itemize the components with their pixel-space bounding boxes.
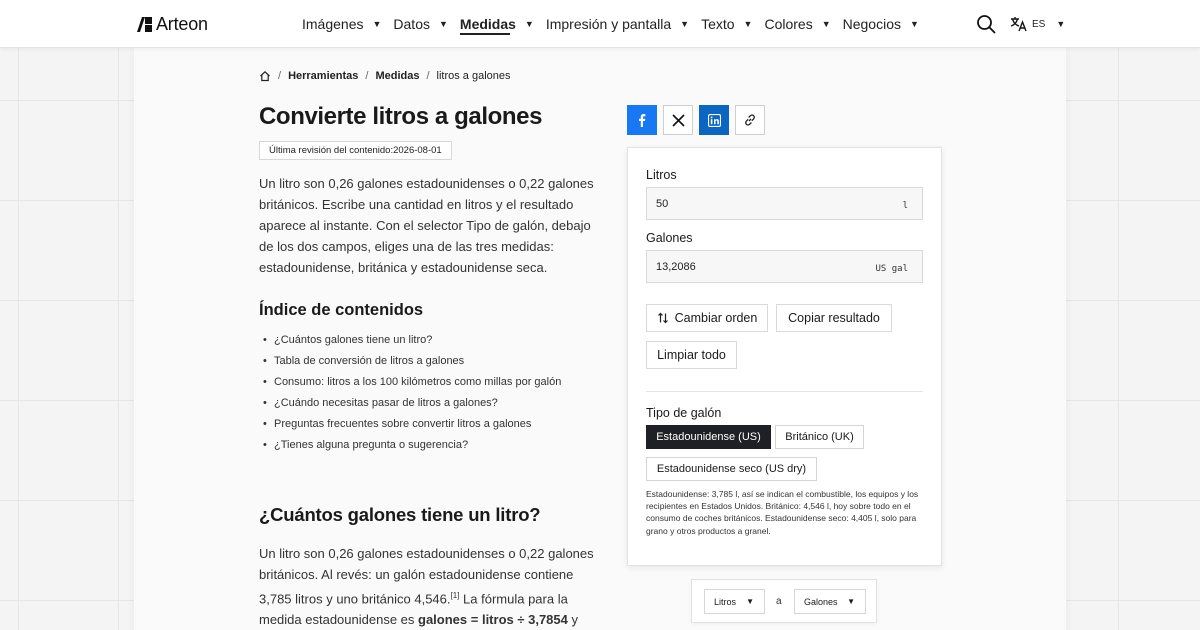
page-title: Convierte litros a galones	[259, 103, 543, 130]
clear-all-button[interactable]	[646, 341, 737, 369]
nav-item-texto[interactable]	[701, 0, 752, 48]
divider	[646, 391, 923, 392]
gallons-field	[646, 250, 923, 283]
section-text: La fórmula para la medida estadounidense es	[259, 591, 568, 628]
toc-item[interactable]: • ¿Cuántos galones tiene un litro?	[263, 330, 561, 351]
caret-down-icon: ▼	[1056, 19, 1066, 29]
swap-order-button[interactable]	[646, 304, 768, 332]
share-buttons	[627, 105, 765, 135]
nav-label: Texto	[701, 16, 735, 32]
logo-mark-icon	[137, 17, 152, 32]
unit-selector-strip	[691, 579, 877, 623]
nav-item-imagenes[interactable]	[302, 0, 381, 48]
toc-item[interactable]: • ¿Tienes alguna pregunta o sugerencia?	[263, 435, 561, 456]
logo[interactable]	[137, 14, 208, 34]
gallon-option-uk[interactable]: Británico (UK)	[775, 425, 864, 449]
toc-item[interactable]: • Tabla de conversión de litros a galones	[263, 351, 561, 372]
nav-label: Impresión y pantalla	[545, 16, 672, 32]
caret-down-icon: ▼	[680, 19, 690, 29]
toc-item[interactable]: • Consumo: litros a los 100 kilómetros como millas por galón	[263, 372, 561, 393]
section-text: Un litro son 0,26 galones estadounidenses o 0,22 galones británicos. Al revés: un galón estadounidense contiene 3,785 litros y uno británico 4,546.	[259, 546, 594, 607]
liters-unit: l	[902, 201, 908, 211]
caret-down-icon: ▼	[438, 19, 448, 29]
caret-down-icon: ▼	[847, 597, 855, 606]
gallon-type-label: Tipo de galón	[646, 406, 722, 420]
main-nav	[302, 0, 931, 48]
to-unit-select[interactable]	[794, 589, 866, 614]
language-selector[interactable]	[1010, 14, 1065, 34]
nav-item-medidas[interactable]	[460, 0, 534, 48]
breadcrumb-medidas[interactable]: Medidas	[375, 70, 420, 82]
home-icon[interactable]	[259, 70, 271, 82]
gallon-type-note: Estadounidense: 3,785 l, así se indican el combustible, los equipos y los recipientes en Estados Unidos. Británico: 4,546 l, hoy sobre todo en el consumo de coches británicos. Estadounidense seco: 4,405 l, solo para grano y otros productos a granel.	[646, 489, 919, 536]
nav-label: Imágenes	[302, 16, 364, 32]
x-icon	[672, 114, 685, 127]
facebook-icon	[635, 113, 649, 127]
liters-label: Litros	[646, 168, 677, 182]
caret-down-icon: ▼	[910, 19, 919, 29]
copy-result-button[interactable]	[776, 304, 892, 332]
from-unit-select[interactable]	[704, 589, 765, 614]
search-icon[interactable]	[976, 14, 996, 34]
liters-field	[646, 187, 923, 220]
section-heading: ¿Cuántos galones tiene un litro?	[259, 504, 541, 525]
caret-down-icon: ▼	[524, 19, 534, 29]
breadcrumb-separator: /	[278, 70, 282, 82]
swap-order-label: Cambiar orden	[674, 311, 758, 325]
nav-label: Colores	[764, 16, 813, 32]
link-icon	[743, 113, 757, 127]
liters-input[interactable]	[656, 188, 846, 219]
nav-label: Medidas	[459, 16, 516, 32]
caret-down-icon: ▼	[821, 19, 831, 29]
swap-icon	[657, 312, 669, 324]
clear-all-label: Limpiar todo	[657, 348, 726, 362]
unit-joiner: a	[776, 596, 782, 607]
breadcrumb-herramientas[interactable]: Herramientas	[288, 70, 359, 82]
gallon-option-us[interactable]: Estadounidense (US)	[646, 425, 771, 449]
revision-badge: Última revisión del contenido:2026-08-01	[259, 141, 452, 160]
gallons-label: Galones	[646, 231, 693, 245]
gallons-input[interactable]	[656, 251, 846, 282]
nav-label: Datos	[393, 16, 430, 32]
breadcrumb-separator: /	[365, 70, 369, 82]
from-unit-value: Litros	[714, 596, 737, 607]
translate-icon	[1010, 16, 1027, 32]
logo-text: Arteon	[156, 13, 208, 34]
formula: galones = litros ÷ 3,7854	[418, 612, 568, 628]
breadcrumb-separator: /	[426, 70, 430, 82]
linkedin-icon	[708, 114, 721, 127]
nav-item-impresion[interactable]	[546, 0, 689, 48]
nav-item-colores[interactable]	[764, 0, 830, 48]
share-facebook-button[interactable]	[627, 105, 657, 135]
section-text: y	[567, 612, 578, 628]
intro-paragraph: Un litro son 0,26 galones estadounidenses o 0,22 galones británicos. Escribe una cantidad en litros y el resultado aparece al instante. Con el selector Tipo de galón, debajo de los dos campos, eliges una de las tres medidas: estadounidense, británica y estadounidense seca.	[259, 176, 594, 275]
nav-item-datos[interactable]	[393, 0, 448, 48]
breadcrumb	[259, 68, 511, 84]
language-code: ES	[1032, 18, 1046, 30]
nav-label: Negocios	[842, 16, 901, 32]
toc-item[interactable]: • Preguntas frecuentes sobre convertir litros a galones	[263, 414, 561, 435]
gallon-option-us-dry[interactable]: Estadounidense seco (US dry)	[646, 457, 817, 481]
gallons-unit: US gal	[875, 264, 908, 274]
converter-panel	[627, 147, 942, 566]
toc-title: Índice de contenidos	[259, 301, 424, 319]
nav-item-negocios[interactable]	[843, 0, 919, 48]
share-x-button[interactable]	[663, 105, 693, 135]
to-unit-value: Galones	[804, 596, 838, 607]
share-linkedin-button[interactable]	[699, 105, 729, 135]
section-paragraph	[259, 543, 599, 630]
caret-down-icon: ▼	[372, 19, 382, 29]
table-of-contents	[263, 330, 561, 456]
breadcrumb-current: litros a galones	[436, 70, 511, 82]
footnote-ref[interactable]: [1]	[450, 591, 460, 600]
copy-result-label: Copiar resultado	[788, 311, 880, 325]
toc-item[interactable]: • ¿Cuándo necesitas pasar de litros a galones?	[263, 393, 561, 414]
caret-down-icon: ▼	[746, 597, 754, 606]
copy-link-button[interactable]	[735, 105, 765, 135]
top-navigation-bar	[0, 0, 1200, 48]
caret-down-icon: ▼	[743, 19, 753, 29]
